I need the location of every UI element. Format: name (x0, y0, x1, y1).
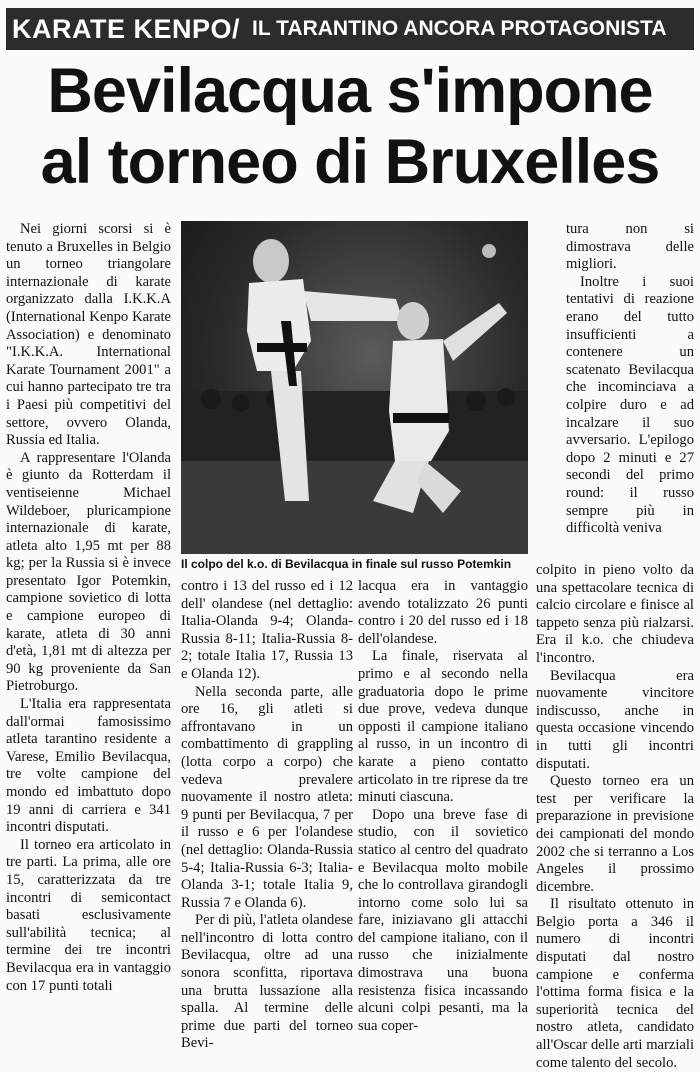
article-column-3 (358, 578, 528, 1035)
paragraph: colpito in pieno volto da una spettacolare tecnica di calcio circolare e finisce al tappeto senza più rialzarsi. Era il k.o. che chiudeva l'incontro. (536, 562, 694, 666)
article-column-1 (6, 221, 171, 995)
paragraph: L'Italia era rappresentata dall'ormai famosissimo atleta tarantino residente a Varese, Emilio Bevilacqua, tre volte campione del mondo ed imbattuto dopo 19 anni di carriera e 341 incontri disputati. (6, 696, 171, 836)
headline-line-2: al torneo di Bruxelles (40, 127, 660, 197)
paragraph: Il torneo era articolato in tre parti. La prima, alle ore 15, caratterizzata da tre incontri di semicontact basati esclusivamente sull'abilità tecnica; al termine dei tre incontri Bevilacqua era in vantaggio con 17 punti totali (6, 836, 171, 994)
paragraph: Dopo una breve fase di studio, con il sovietico statico al centro del quadrato e Bevilacqua molto mobile che lo controllava girandogli intorno come solo lui sa fare, iniziavano gli attacchi del campione italiano, con il russo che inizialmente dimostrava una buona resistenza fisica incassando alcuni colpi pesanti, ma la sua coper- (358, 806, 528, 1034)
paragraph: La finale, riservata al primo e al secondo nella graduatoria dopo le prime due prove, vedeva dunque opposti il campione italiano al russo, in un incontro di karate a pieno contatto articolato in tre riprese da tre minuti ciascuna. (358, 648, 528, 806)
paragraph: Nei giorni scorsi si è tenuto a Bruxelles in Belgio un torneo triangolare internazionale di karate organizzato dalla I.K.K.A (International Kenpo Karate Association) e denominato "I.K.K.A. International Karate Tournament 2001" a cui hanno partecipato tre tra i Paesi più competitivi del settore, ovvero Olanda, Russia ed Italia. (6, 221, 171, 449)
karate-photo (181, 221, 528, 554)
paragraph: Bevilacqua era nuovamente vincitore indiscusso, anche in questa occasione vincendo in tutti gli incontri disputati. (536, 667, 694, 772)
article-column-4-bottom (536, 562, 694, 1072)
headline-line-1: Bevilacqua s'impone (47, 56, 653, 126)
paragraph: Nella seconda parte, alle ore 16, gli atleti si affrontavano in un combattimento di grappling (lotta corpo a corpo) che vedeva prevalere nuovamente il nostro atleta: 9 punti per Bevilacqua, 7 per il russo e 6 per l'olandese (nel dettaglio: Olanda-Russia 5-4; Italia-Russia 6-3; Italia-Olanda 3-1; totale Italia 9, Russia 7 e Olanda 6). (181, 683, 353, 911)
paragraph: Per di più, l'atleta olandese nell'incontro di lotta contro Bevilacqua, oltre ad una sonora sconfitta, riportava una brutta lussazione alla spalla. Al termine delle prime due parti del torneo Bevi- (181, 912, 353, 1052)
paragraph: A rappresentare l'Olanda è giunto da Rotterdam il ventiseienne Michael Wildeboer, pluricampione internazionale di karate, atleta alto 1,95 mt per 88 kg; per la Russia si è invece presentato Igor Potemkin, campione sovietico di lotta e campione europeo di karate, atleta di 30 anni d'età, 1,81 mt di altezza per 90 kg proveniente da San Pietroburgo. (6, 449, 171, 695)
paragraph: contro i 13 del russo ed i 12 dell' olandese (nel dettaglio: Italia-Olanda 9-4; Olanda-Russia 8-11; Italia-Russia 8-2; totale Italia 17, Russia 13 e Olanda 12). (181, 578, 353, 682)
article-column-4-top (566, 221, 694, 538)
article-column-2 (181, 578, 353, 1053)
karate-photo-illustration (181, 221, 528, 554)
section-label: KARATE KENPO/ (12, 13, 241, 44)
paragraph: Inoltre i suoi tentativi di reazione erano del tutto insufficienti a contenere un scatenato Bevilacqua che incominciava a colpire duro e ad incalzare il suo avversario. L'epilogo dopo 2 minuti e 27 secondi del primo round: il russo sempre più in difficoltà veniva (566, 273, 694, 537)
paragraph: Il risultato ottenuto in Belgio porta a 346 il numero di incontri disputati dal nostro campione e conferma l'ottima forma fisica e la superiorità tecnica del nostro atleta, candidato all'Oscar delle arti marziali come talento del secolo. (536, 896, 694, 1071)
paragraph: lacqua era in vantaggio avendo totalizzato 26 punti contro i 20 del russo ed i 18 dell'olandese. (358, 578, 528, 647)
section-kicker-bar (6, 8, 694, 50)
photo-caption: Il colpo del k.o. di Bevilacqua in finale sul russo Potemkin (181, 557, 512, 571)
paragraph: tura non si dimostrava delle migliori. (566, 221, 694, 273)
kicker-subtitle: IL TARANTINO ANCORA PROTAGONISTA (252, 17, 667, 40)
headline (6, 56, 694, 198)
paragraph: Questo torneo era un test per verificare la preparazione in previsione dei campionati del mondo 2002 che si terranno a Los Angeles il prossimo dicembre. (536, 773, 694, 895)
